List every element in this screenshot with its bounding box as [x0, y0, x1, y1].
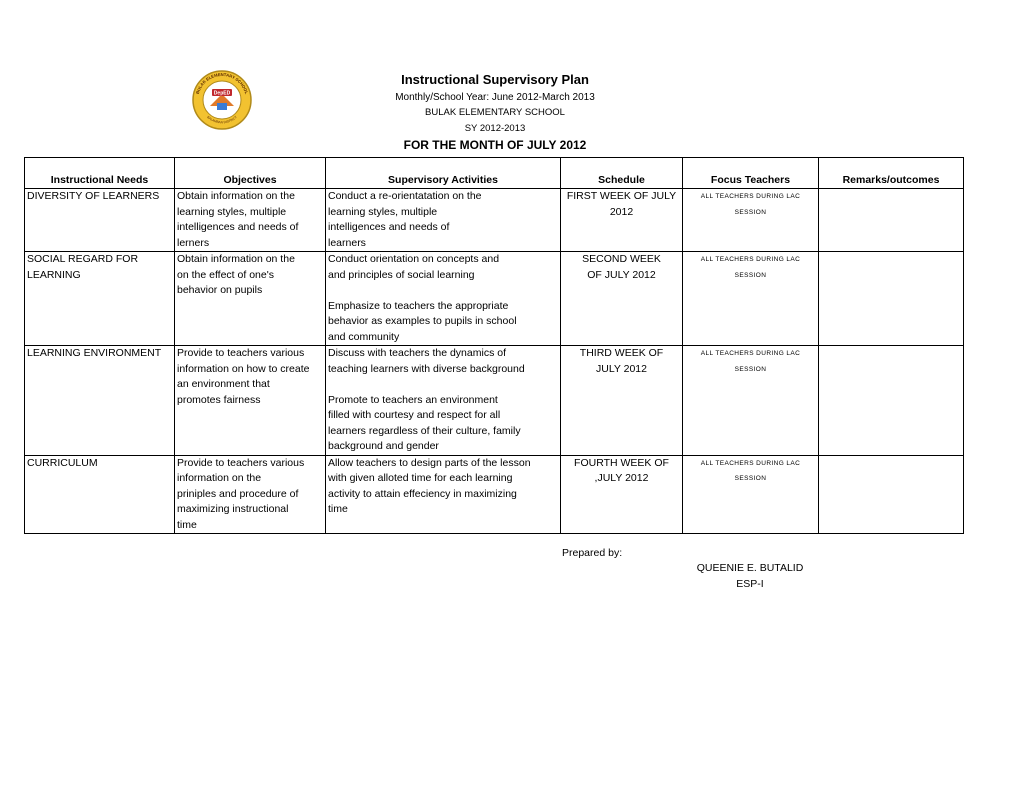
focus-teachers-cell: [683, 346, 819, 456]
prepared-by-label: Prepared by:: [562, 547, 623, 559]
remarks-cell: [819, 189, 964, 252]
remarks-cell: [819, 346, 964, 456]
supervisory-plan-table: [24, 157, 964, 534]
activities-line: behavior as examples to pupils in school: [328, 315, 517, 327]
seal-ring-text: BULAK ELEMENTARY SCHOOL: [194, 71, 250, 95]
activities-line: intelligences and needs of: [328, 221, 450, 233]
schedule-line: THIRD WEEK OF: [579, 347, 664, 359]
header-supervisory-activities: Supervisory Activities: [326, 158, 561, 189]
focus-teachers-cell: [683, 455, 819, 534]
schedule-cell: [561, 455, 683, 534]
activities-line: Conduct a re-orientatation on the: [328, 190, 482, 202]
objectives-line: information on how to create: [177, 362, 310, 375]
objectives-line: behavior on pupils: [177, 284, 263, 296]
focus-teachers-line: ALL TEACHERS DURING LAC: [700, 256, 801, 263]
focus-teachers-line: ALL TEACHERS DURING LAC: [700, 350, 801, 357]
school-year: SY 2012-2013: [464, 123, 526, 134]
remarks-cell: [819, 455, 964, 534]
activities-line: Discuss with teachers the dynamics of: [328, 347, 506, 359]
header-remarks: Remarks/outcomes: [819, 158, 964, 189]
schedule-line: OF JULY 2012: [587, 268, 656, 281]
instructional-need-cell: [25, 346, 175, 456]
objectives-line: lerners: [177, 236, 210, 249]
objectives-line: learning styles, multiple: [177, 205, 287, 218]
focus-teachers-line: ALL TEACHERS DURING LAC: [700, 193, 801, 200]
focus-teachers-cell: [683, 252, 819, 346]
schedule-line: SECOND WEEK: [582, 253, 661, 265]
header-focus-teachers: Focus Teachers: [683, 158, 819, 189]
header-instructional-needs: Instructional Needs: [25, 158, 175, 189]
preparer-position: ESP-I: [736, 578, 764, 590]
schedule-line: ,JULY 2012: [594, 472, 649, 484]
preparer-name: QUEENIE E. BUTALID: [696, 562, 804, 574]
header-objectives: Objectives: [175, 158, 326, 189]
objectives-cell: [175, 189, 326, 252]
instructional-need-line: CURRICULUM: [27, 456, 98, 469]
instructional-need-line: DIVERSITY OF LEARNERS: [27, 190, 160, 202]
document-title: Instructional Supervisory Plan: [401, 72, 589, 87]
activities-line: Promote to teachers an environment: [328, 393, 498, 406]
instructional-need-cell: [25, 455, 175, 534]
activities-line: Allow teachers to design parts of the lesson: [328, 456, 531, 469]
objectives-line: Obtain information on the: [177, 253, 295, 265]
table-row: [25, 252, 964, 346]
schedule-cell: [561, 189, 683, 252]
table-header-row: [25, 158, 964, 189]
objectives-line: an environment that: [177, 378, 270, 390]
table-row: [25, 189, 964, 252]
activities-line: and community: [328, 330, 400, 343]
activities-line: with given alloted time for each learning: [328, 472, 513, 484]
focus-teachers-line: SESSION: [734, 271, 767, 279]
activities-line: learning styles, multiple: [328, 205, 438, 218]
schedule-line: JULY 2012: [596, 362, 647, 375]
schedule-cell: [561, 252, 683, 346]
instructional-need-line: LEARNING ENVIRONMENT: [27, 347, 162, 359]
objectives-cell: [175, 252, 326, 346]
school-seal-logo: [190, 70, 254, 130]
objectives-cell: [175, 455, 326, 534]
schedule-line: FIRST WEEK OF JULY: [566, 190, 677, 202]
focus-teachers-line: SESSION: [734, 208, 767, 216]
activities-line: time: [328, 503, 348, 515]
objectives-line: on the effect of one's: [177, 268, 274, 281]
objectives-line: promotes fairness: [177, 393, 261, 406]
activities-line: Conduct orientation on concepts and: [328, 253, 500, 265]
activities-line: learners: [328, 236, 366, 249]
activities-cell: [326, 346, 561, 456]
header-schedule: Schedule: [561, 158, 683, 189]
focus-teachers-line: SESSION: [734, 365, 767, 373]
objectives-line: intelligences and needs of: [177, 221, 299, 233]
schedule-line: 2012: [609, 205, 634, 218]
focus-teachers-line: SESSION: [734, 475, 767, 482]
focus-teachers-line: ALL TEACHERS DURING LAC: [700, 459, 801, 467]
activities-line: [328, 377, 558, 393]
activities-line: background and gender: [328, 440, 439, 452]
school-year-subtitle: Monthly/School Year: June 2012-March 2013: [395, 92, 595, 103]
objectives-line: maximizing instructional: [177, 503, 289, 515]
objectives-line: Provide to teachers various: [177, 347, 305, 359]
instructional-need-line: SOCIAL REGARD FOR: [27, 253, 139, 265]
objectives-line: Provide to teachers various: [177, 456, 305, 469]
activities-line: learners regardless of their culture, family: [328, 424, 521, 437]
objectives-cell: [175, 346, 326, 456]
activities-line: [328, 283, 558, 299]
remarks-cell: [819, 252, 964, 346]
activities-line: teaching learners with diverse background: [328, 362, 525, 375]
instructional-need-line: LEARNING: [27, 268, 81, 281]
activities-line: Emphasize to teachers the appropriate: [328, 299, 509, 312]
activities-cell: [326, 252, 561, 346]
objectives-line: information on the: [177, 472, 262, 484]
instructional-need-cell: [25, 252, 175, 346]
table-row: [25, 455, 964, 534]
activities-line: and principles of social learning: [328, 268, 475, 281]
activities-cell: [326, 455, 561, 534]
activities-cell: [326, 189, 561, 252]
instructional-need-cell: [25, 189, 175, 252]
school-name: BULAK ELEMENTARY SCHOOL: [425, 107, 565, 118]
objectives-line: Obtain information on the: [177, 190, 295, 202]
month-heading: FOR THE MONTH OF JULY 2012: [403, 138, 587, 152]
objectives-line: priniples and procedure of: [177, 487, 299, 500]
seal-bottom-text: BALAMBAN DISTRICT: [206, 115, 238, 125]
schedule-line: FOURTH WEEK OF: [574, 456, 669, 469]
objectives-line: time: [177, 518, 197, 531]
activities-line: filled with courtesy and respect for all: [328, 409, 501, 421]
focus-teachers-cell: [683, 189, 819, 252]
activities-line: activity to attain effeciency in maximizing: [328, 487, 517, 500]
table-row: [25, 346, 964, 456]
seal-center-text: DepED: [213, 90, 231, 97]
schedule-cell: [561, 346, 683, 456]
